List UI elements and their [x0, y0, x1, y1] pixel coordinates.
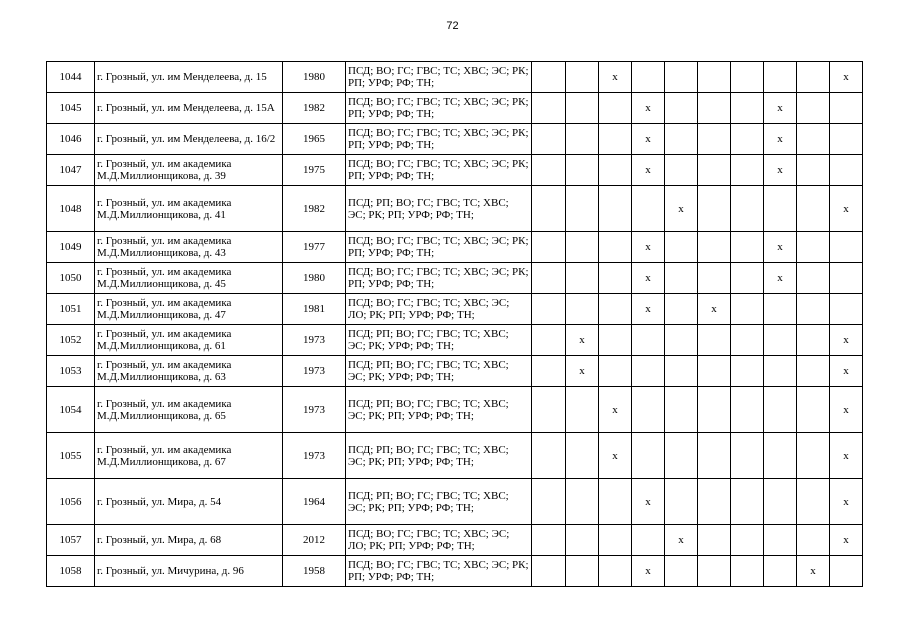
- mark-cell: [665, 62, 698, 93]
- address-cell: г. Грозный, ул. Мира, д. 54: [95, 479, 283, 525]
- mark-cell: [532, 232, 566, 263]
- mark-cell: [797, 93, 830, 124]
- mark-cell: x: [632, 263, 665, 294]
- mark-cell: [532, 294, 566, 325]
- mark-cell: [566, 294, 599, 325]
- mark-cell: [566, 556, 599, 587]
- mark-cell: [665, 325, 698, 356]
- table-row: [47, 155, 863, 186]
- mark-cell: [665, 155, 698, 186]
- mark-cell: [632, 433, 665, 479]
- mark-cell: [797, 263, 830, 294]
- year-cell: 1977: [283, 232, 346, 263]
- row-number-cell: 1055: [47, 433, 95, 479]
- services-cell: ПСД; ВО; ГС; ГВС; ТС; ХВС; ЭС; РК; РП; УРФ; РФ; ТН;: [346, 62, 532, 93]
- mark-cell: [698, 232, 731, 263]
- row-number-cell: 1050: [47, 263, 95, 294]
- mark-cell: [532, 124, 566, 155]
- mark-cell: [764, 356, 797, 387]
- mark-cell: x: [632, 93, 665, 124]
- mark-cell: [532, 263, 566, 294]
- mark-cell: [566, 387, 599, 433]
- mark-cell: [632, 186, 665, 232]
- mark-cell: x: [830, 186, 863, 232]
- table-row: [47, 232, 863, 263]
- services-cell: ПСД; РП; ВО; ГС; ГВС; ТС; ХВС; ЭС; РК; РП; УРФ; РФ; ТН;: [346, 186, 532, 232]
- mark-cell: [599, 356, 632, 387]
- mark-cell: [698, 155, 731, 186]
- mark-cell: [764, 556, 797, 587]
- mark-cell: x: [764, 93, 797, 124]
- services-cell: ПСД; РП; ВО; ГС; ГВС; ТС; ХВС; ЭС; РК; РП; УРФ; РФ; ТН;: [346, 387, 532, 433]
- mark-cell: x: [632, 294, 665, 325]
- mark-cell: [599, 93, 632, 124]
- table-row: [47, 525, 863, 556]
- mark-cell: [797, 356, 830, 387]
- mark-cell: [566, 263, 599, 294]
- mark-cell: [797, 433, 830, 479]
- address-cell: г. Грозный, ул. им академика М.Д.Миллионщикова, д. 43: [95, 232, 283, 263]
- mark-cell: [599, 186, 632, 232]
- mark-cell: [599, 525, 632, 556]
- mark-cell: [566, 525, 599, 556]
- mark-cell: x: [599, 62, 632, 93]
- mark-cell: x: [764, 155, 797, 186]
- year-cell: 1982: [283, 93, 346, 124]
- building-registry-table: [46, 61, 863, 587]
- row-number-cell: 1057: [47, 525, 95, 556]
- mark-cell: [731, 62, 764, 93]
- mark-cell: x: [797, 556, 830, 587]
- mark-cell: [632, 325, 665, 356]
- mark-cell: x: [830, 387, 863, 433]
- mark-cell: [599, 479, 632, 525]
- mark-cell: [698, 525, 731, 556]
- mark-cell: [764, 525, 797, 556]
- mark-cell: [599, 232, 632, 263]
- mark-cell: [566, 433, 599, 479]
- table-row: [47, 294, 863, 325]
- row-number-cell: 1054: [47, 387, 95, 433]
- mark-cell: x: [830, 433, 863, 479]
- services-cell: ПСД; РП; ВО; ГС; ГВС; ТС; ХВС; ЭС; РК; УРФ; РФ; ТН;: [346, 356, 532, 387]
- mark-cell: [731, 93, 764, 124]
- services-cell: ПСД; РП; ВО; ГС; ГВС; ТС; ХВС; ЭС; РК; УРФ; РФ; ТН;: [346, 325, 532, 356]
- address-cell: г. Грозный, ул. им Менделеева, д. 15А: [95, 93, 283, 124]
- mark-cell: [665, 232, 698, 263]
- mark-cell: [566, 155, 599, 186]
- table-row: [47, 387, 863, 433]
- page-number: 72: [446, 20, 459, 32]
- mark-cell: [698, 479, 731, 525]
- mark-cell: [566, 62, 599, 93]
- row-number-cell: 1045: [47, 93, 95, 124]
- year-cell: 1980: [283, 263, 346, 294]
- mark-cell: [797, 325, 830, 356]
- mark-cell: [566, 479, 599, 525]
- mark-cell: [764, 294, 797, 325]
- year-cell: 1973: [283, 433, 346, 479]
- row-number-cell: 1051: [47, 294, 95, 325]
- table-row: [47, 186, 863, 232]
- mark-cell: [632, 525, 665, 556]
- mark-cell: [797, 525, 830, 556]
- address-cell: г. Грозный, ул. им академика М.Д.Миллионщикова, д. 65: [95, 387, 283, 433]
- address-cell: г. Грозный, ул. им академика М.Д.Миллионщикова, д. 61: [95, 325, 283, 356]
- mark-cell: [830, 155, 863, 186]
- mark-cell: [665, 479, 698, 525]
- address-cell: г. Грозный, ул. им академика М.Д.Миллионщикова, д. 39: [95, 155, 283, 186]
- mark-cell: [797, 186, 830, 232]
- mark-cell: [764, 186, 797, 232]
- mark-cell: [532, 525, 566, 556]
- mark-cell: [698, 263, 731, 294]
- mark-cell: [797, 387, 830, 433]
- mark-cell: x: [566, 356, 599, 387]
- registry-body: [47, 62, 863, 587]
- mark-cell: [731, 556, 764, 587]
- mark-cell: [599, 556, 632, 587]
- mark-cell: [665, 263, 698, 294]
- mark-cell: [698, 124, 731, 155]
- mark-cell: x: [599, 387, 632, 433]
- mark-cell: [665, 294, 698, 325]
- mark-cell: [731, 356, 764, 387]
- mark-cell: [532, 155, 566, 186]
- mark-cell: [532, 479, 566, 525]
- services-cell: ПСД; ВО; ГС; ГВС; ТС; ХВС; ЭС; ЛО; РК; РП; УРФ; РФ; ТН;: [346, 525, 532, 556]
- row-number-cell: 1049: [47, 232, 95, 263]
- mark-cell: [665, 556, 698, 587]
- mark-cell: [698, 93, 731, 124]
- row-number-cell: 1048: [47, 186, 95, 232]
- mark-cell: x: [764, 232, 797, 263]
- mark-cell: [665, 433, 698, 479]
- row-number-cell: 1053: [47, 356, 95, 387]
- mark-cell: [665, 124, 698, 155]
- mark-cell: [797, 155, 830, 186]
- row-number-cell: 1058: [47, 556, 95, 587]
- mark-cell: [532, 93, 566, 124]
- year-cell: 1981: [283, 294, 346, 325]
- mark-cell: [830, 93, 863, 124]
- mark-cell: [665, 387, 698, 433]
- table-row: [47, 433, 863, 479]
- mark-cell: [698, 556, 731, 587]
- mark-cell: x: [632, 232, 665, 263]
- mark-cell: [532, 433, 566, 479]
- mark-cell: [566, 186, 599, 232]
- services-cell: ПСД; РП; ВО; ГС; ГВС; ТС; ХВС; ЭС; РК; РП; УРФ; РФ; ТН;: [346, 479, 532, 525]
- mark-cell: [830, 232, 863, 263]
- row-number-cell: 1052: [47, 325, 95, 356]
- year-cell: 1965: [283, 124, 346, 155]
- table-row: [47, 556, 863, 587]
- mark-cell: [532, 387, 566, 433]
- mark-cell: [731, 232, 764, 263]
- mark-cell: [599, 294, 632, 325]
- mark-cell: [665, 356, 698, 387]
- mark-cell: x: [764, 263, 797, 294]
- year-cell: 1973: [283, 387, 346, 433]
- mark-cell: x: [830, 479, 863, 525]
- year-cell: 1973: [283, 325, 346, 356]
- mark-cell: [797, 479, 830, 525]
- row-number-cell: 1044: [47, 62, 95, 93]
- mark-cell: x: [698, 294, 731, 325]
- mark-cell: x: [830, 325, 863, 356]
- table-row: [47, 93, 863, 124]
- mark-cell: [830, 124, 863, 155]
- services-cell: ПСД; ВО; ГС; ГВС; ТС; ХВС; ЭС; РК; РП; УРФ; РФ; ТН;: [346, 155, 532, 186]
- row-number-cell: 1047: [47, 155, 95, 186]
- address-cell: г. Грозный, ул. им академика М.Д.Миллионщикова, д. 45: [95, 263, 283, 294]
- mark-cell: x: [632, 155, 665, 186]
- table-row: [47, 356, 863, 387]
- mark-cell: [532, 62, 566, 93]
- mark-cell: [731, 325, 764, 356]
- year-cell: 1958: [283, 556, 346, 587]
- table-row: [47, 479, 863, 525]
- mark-cell: x: [599, 433, 632, 479]
- services-cell: ПСД; ВО; ГС; ГВС; ТС; ХВС; ЭС; РК; РП; УРФ; РФ; ТН;: [346, 263, 532, 294]
- address-cell: г. Грозный, ул. им Менделеева, д. 15: [95, 62, 283, 93]
- table-row: [47, 325, 863, 356]
- services-cell: ПСД; ВО; ГС; ГВС; ТС; ХВС; ЭС; РК; РП; УРФ; РФ; ТН;: [346, 93, 532, 124]
- mark-cell: x: [665, 525, 698, 556]
- year-cell: 1973: [283, 356, 346, 387]
- mark-cell: [632, 62, 665, 93]
- mark-cell: [566, 124, 599, 155]
- address-cell: г. Грозный, ул. Мира, д. 68: [95, 525, 283, 556]
- mark-cell: x: [632, 479, 665, 525]
- mark-cell: [566, 93, 599, 124]
- mark-cell: [830, 263, 863, 294]
- mark-cell: [731, 387, 764, 433]
- address-cell: г. Грозный, ул. им академика М.Д.Миллионщикова, д. 63: [95, 356, 283, 387]
- row-number-cell: 1046: [47, 124, 95, 155]
- services-cell: ПСД; ВО; ГС; ГВС; ТС; ХВС; ЭС; РК; РП; УРФ; РФ; ТН;: [346, 124, 532, 155]
- mark-cell: [764, 387, 797, 433]
- mark-cell: [632, 356, 665, 387]
- mark-cell: [532, 186, 566, 232]
- mark-cell: [764, 325, 797, 356]
- address-cell: г. Грозный, ул. им академика М.Д.Миллионщикова, д. 41: [95, 186, 283, 232]
- mark-cell: x: [632, 556, 665, 587]
- mark-cell: [764, 433, 797, 479]
- year-cell: 1980: [283, 62, 346, 93]
- mark-cell: [764, 479, 797, 525]
- mark-cell: [665, 93, 698, 124]
- address-cell: г. Грозный, ул. им Менделеева, д. 16/2: [95, 124, 283, 155]
- mark-cell: x: [632, 124, 665, 155]
- mark-cell: [698, 433, 731, 479]
- mark-cell: [731, 294, 764, 325]
- mark-cell: [731, 155, 764, 186]
- mark-cell: [797, 294, 830, 325]
- mark-cell: [698, 325, 731, 356]
- table-row: [47, 263, 863, 294]
- mark-cell: x: [566, 325, 599, 356]
- mark-cell: [797, 232, 830, 263]
- mark-cell: [566, 232, 599, 263]
- address-cell: г. Грозный, ул. Мичурина, д. 96: [95, 556, 283, 587]
- mark-cell: x: [665, 186, 698, 232]
- address-cell: г. Грозный, ул. им академика М.Д.Миллионщикова, д. 67: [95, 433, 283, 479]
- year-cell: 2012: [283, 525, 346, 556]
- mark-cell: [698, 387, 731, 433]
- mark-cell: [830, 294, 863, 325]
- year-cell: 1964: [283, 479, 346, 525]
- row-number-cell: 1056: [47, 479, 95, 525]
- mark-cell: [731, 433, 764, 479]
- mark-cell: [698, 186, 731, 232]
- mark-cell: [698, 356, 731, 387]
- mark-cell: x: [764, 124, 797, 155]
- services-cell: ПСД; РП; ВО; ГС; ГВС; ТС; ХВС; ЭС; РК; РП; УРФ; РФ; ТН;: [346, 433, 532, 479]
- year-cell: 1975: [283, 155, 346, 186]
- mark-cell: [698, 62, 731, 93]
- table-row: [47, 62, 863, 93]
- mark-cell: [731, 124, 764, 155]
- mark-cell: [731, 479, 764, 525]
- mark-cell: [764, 62, 797, 93]
- mark-cell: [532, 325, 566, 356]
- mark-cell: x: [830, 525, 863, 556]
- mark-cell: [797, 124, 830, 155]
- mark-cell: x: [830, 62, 863, 93]
- mark-cell: [797, 62, 830, 93]
- services-cell: ПСД; ВО; ГС; ГВС; ТС; ХВС; ЭС; ЛО; РК; РП; УРФ; РФ; ТН;: [346, 294, 532, 325]
- services-cell: ПСД; ВО; ГС; ГВС; ТС; ХВС; ЭС; РК; РП; УРФ; РФ; ТН;: [346, 556, 532, 587]
- mark-cell: [599, 155, 632, 186]
- mark-cell: x: [830, 356, 863, 387]
- year-cell: 1982: [283, 186, 346, 232]
- mark-cell: [731, 263, 764, 294]
- mark-cell: [599, 124, 632, 155]
- services-cell: ПСД; ВО; ГС; ГВС; ТС; ХВС; ЭС; РК; РП; УРФ; РФ; ТН;: [346, 232, 532, 263]
- mark-cell: [599, 263, 632, 294]
- address-cell: г. Грозный, ул. им академика М.Д.Миллионщикова, д. 47: [95, 294, 283, 325]
- mark-cell: [532, 556, 566, 587]
- mark-cell: [632, 387, 665, 433]
- mark-cell: [599, 325, 632, 356]
- mark-cell: [731, 186, 764, 232]
- mark-cell: [830, 556, 863, 587]
- mark-cell: [532, 356, 566, 387]
- table-row: [47, 124, 863, 155]
- mark-cell: [731, 525, 764, 556]
